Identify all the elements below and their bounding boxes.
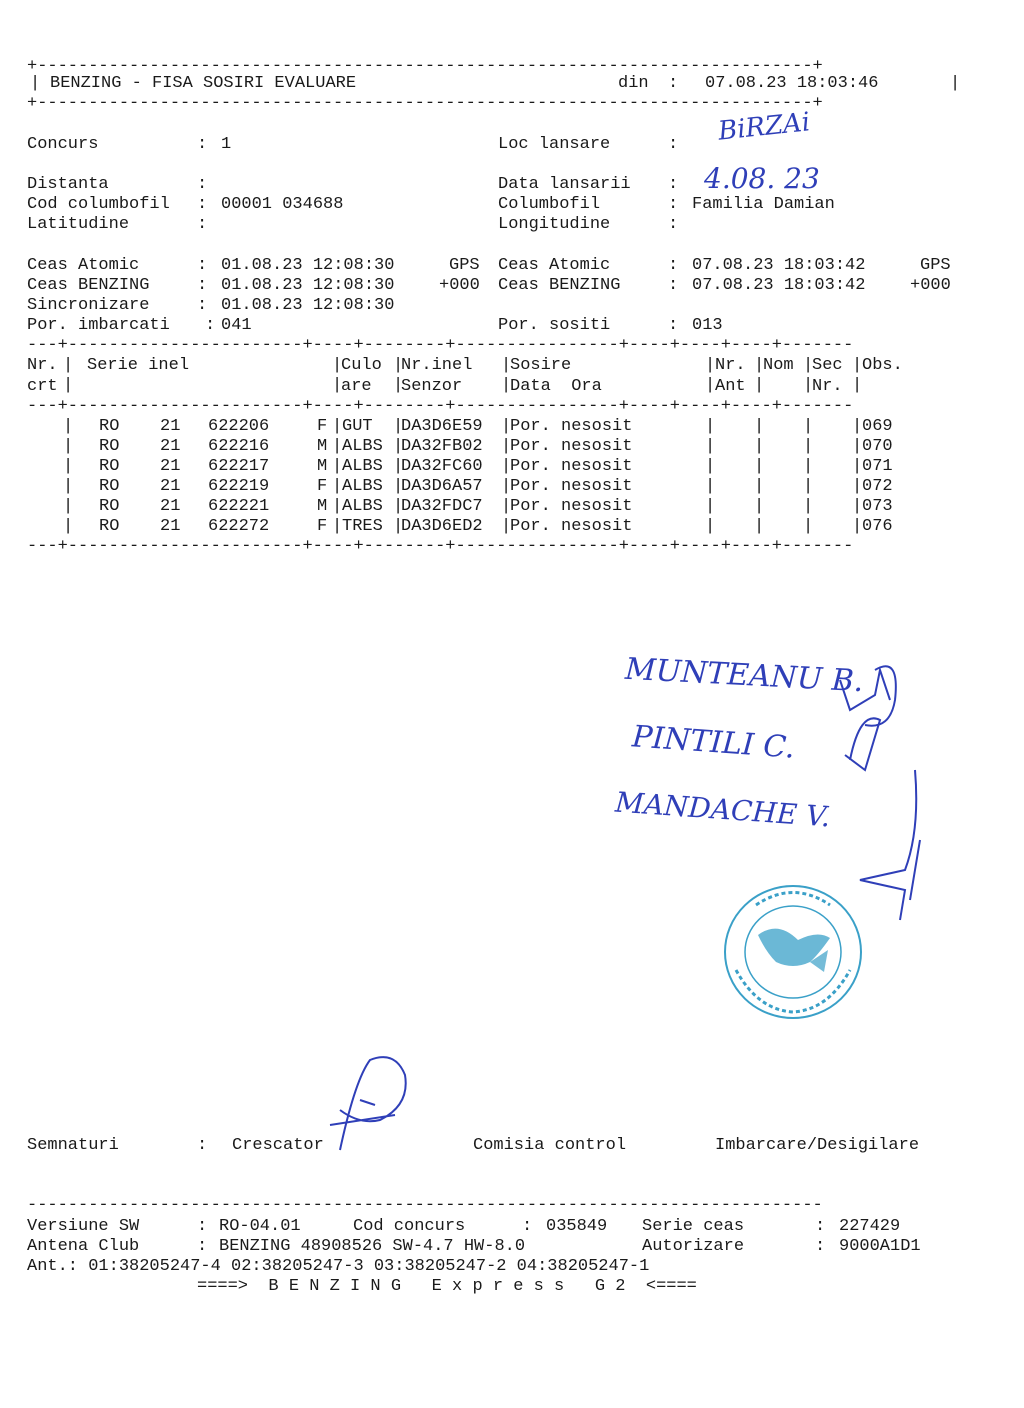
ceas-benzing-right-suffix: +000 — [910, 276, 951, 295]
header-right-bar: | — [950, 74, 961, 93]
antena-label: Antena Club — [27, 1237, 140, 1256]
cod-columbofil-value: 00001 034688 — [221, 195, 344, 214]
semnaturi-label: Semnaturi — [27, 1136, 119, 1155]
cell-sosire: Por. nesosit — [510, 457, 633, 476]
benzing-banner: ====> B E N Z I N G E x p r e s s G 2 <==== — [197, 1277, 697, 1296]
cell-ring-number: 622272 — [208, 517, 270, 536]
signature-scribble-1 — [820, 660, 930, 780]
handwritten-name-1: MUNTEANU B. — [624, 651, 865, 700]
cod-columbofil-colon: : — [197, 195, 208, 214]
data-lansarii-handwritten: 4.08. 23 — [704, 162, 820, 195]
cod-concurs-label: Cod concurs — [353, 1217, 466, 1236]
longitudine-colon: : — [668, 215, 679, 234]
th-nr-ant-1: Nr. — [715, 356, 746, 375]
data-lansarii-colon: : — [668, 175, 679, 194]
sositi-label: Por. sositi — [498, 316, 611, 335]
cell-year: 21 — [160, 477, 181, 496]
columbofil-colon: : — [668, 195, 679, 214]
latitudine-label: Latitudine — [27, 215, 130, 234]
sincronizare-colon: : — [197, 296, 208, 315]
cell-sosire: Por. nesosit — [510, 477, 633, 496]
imbarcati-label: Por. imbarcati — [27, 316, 170, 335]
versiune-value: RO-04.01 — [219, 1217, 301, 1236]
sincronizare-value: 01.08.23 12:08:30 — [221, 296, 395, 315]
handwritten-name-3: MANDACHE V. — [614, 785, 832, 834]
columbofil-value: Familia Damian — [692, 195, 835, 214]
header-bottom-border: +----------------------------------------------------------------------------+ — [27, 94, 823, 113]
ceas-benzing-right-colon: : — [668, 276, 679, 295]
versiune-colon: : — [197, 1217, 208, 1236]
table-header-divider: ---+-----------------------+----+--------+----------------+----+----+----+------- — [27, 397, 854, 416]
sincronizare-label: Sincronizare — [27, 296, 150, 315]
imbarcati-value: 041 — [221, 316, 252, 335]
loc-lansare-colon: : — [668, 135, 679, 154]
ceas-atomic-left-label: Ceas Atomic — [27, 256, 140, 275]
imbarcati-colon: : — [205, 316, 216, 335]
ceas-benzing-right-value: 07.08.23 18:03:42 — [692, 276, 866, 295]
semnaturi-colon: : — [197, 1136, 208, 1155]
cell-color: GUT — [342, 417, 373, 436]
loc-lansare-handwritten: BiRZAi — [716, 107, 812, 147]
cell-year: 21 — [160, 437, 181, 456]
cell-sensor: DA32FDC7 — [401, 497, 483, 516]
serie-ceas-value: 227429 — [839, 1217, 901, 1236]
cell-color: TRES — [342, 517, 383, 536]
cell-sensor: DA3D6E59 — [401, 417, 483, 436]
th-serie-inel: Serie inel — [87, 356, 190, 375]
cell-color: ALBS — [342, 457, 383, 476]
cell-sensor: DA32FB02 — [401, 437, 483, 456]
header-datetime: 07.08.23 18:03:46 — [705, 74, 879, 93]
cell-sex: M — [317, 497, 328, 516]
cod-columbofil-label: Cod columbofil — [27, 195, 170, 214]
columbofil-label: Columbofil — [498, 195, 601, 214]
cell-obs: 071 — [862, 457, 893, 476]
th-culoare-2: are — [341, 377, 372, 396]
cell-color: ALBS — [342, 477, 383, 496]
data-lansarii-label: Data lansarii — [498, 175, 631, 194]
ceas-atomic-left-value: 01.08.23 12:08:30 — [221, 256, 395, 275]
cell-color: ALBS — [342, 497, 383, 516]
ceas-benzing-left-suffix: +000 — [439, 276, 480, 295]
ceas-benzing-left-label: Ceas BENZING — [27, 276, 150, 295]
ant-line: Ant.: 01:38205247-4 02:38205247-3 03:38205247-2 04:38205247-1 — [27, 1257, 650, 1276]
header-din-label: din — [618, 74, 649, 93]
cell-country: RO — [99, 517, 120, 536]
cell-sex: F — [317, 417, 328, 436]
cell-year: 21 — [160, 497, 181, 516]
serie-ceas-label: Serie ceas — [642, 1217, 745, 1236]
cell-sosire: Por. nesosit — [510, 497, 633, 516]
cell-sensor: DA3D6ED2 — [401, 517, 483, 536]
cod-concurs-value: 035849 — [546, 1217, 608, 1236]
cell-sosire: Por. nesosit — [510, 437, 633, 456]
ceas-atomic-right-colon: : — [668, 256, 679, 275]
cell-ring-number: 622217 — [208, 457, 270, 476]
autorizare-colon: : — [815, 1237, 826, 1256]
cell-ring-number: 622221 — [208, 497, 270, 516]
th-sosire-2: Data Ora — [510, 377, 602, 396]
cell-sex: F — [317, 517, 328, 536]
cell-country: RO — [99, 477, 120, 496]
ceas-atomic-right-label: Ceas Atomic — [498, 256, 611, 275]
cell-year: 21 — [160, 517, 181, 536]
serie-ceas-colon: : — [815, 1217, 826, 1236]
cell-country: RO — [99, 497, 120, 516]
header-top-border: +----------------------------------------------------------------------------+ — [27, 57, 823, 76]
distanta-colon: : — [197, 175, 208, 194]
th-nr-crt-1: Nr. — [27, 356, 58, 375]
ceas-benzing-left-value: 01.08.23 12:08:30 — [221, 276, 395, 295]
versiune-label: Versiune SW — [27, 1217, 140, 1236]
th-nr-crt-2: crt — [27, 377, 58, 396]
footer-divider: ------------------------------------------------------------------------------ — [27, 1196, 823, 1215]
table-bottom-border: ---+-----------------------+----+--------+----------------+----+----+----+------- — [27, 537, 854, 556]
cell-sex: F — [317, 477, 328, 496]
cell-sensor: DA3D6A57 — [401, 477, 483, 496]
antena-value: BENZING 48908526 SW-4.7 HW-8.0 — [219, 1237, 526, 1256]
club-stamp — [718, 880, 868, 1025]
th-sec-nr-1: Sec — [812, 356, 843, 375]
cod-concurs-colon: : — [522, 1217, 533, 1236]
cell-obs: 076 — [862, 517, 893, 536]
header-title: BENZING - FISA SOSIRI EVALUARE — [50, 74, 357, 93]
sositi-value: 013 — [692, 316, 723, 335]
th-sosire-1: Sosire — [510, 356, 572, 375]
th-nom: Nom — [763, 356, 794, 375]
ceas-benzing-left-colon: : — [197, 276, 208, 295]
cell-color: ALBS — [342, 437, 383, 456]
cell-year: 21 — [160, 417, 181, 436]
cell-sensor: DA32FC60 — [401, 457, 483, 476]
autorizare-value: 9000A1D1 — [839, 1237, 921, 1256]
ceas-atomic-left-colon: : — [197, 256, 208, 275]
th-nr-ant-2: Ant — [715, 377, 746, 396]
cell-ring-number: 622219 — [208, 477, 270, 496]
crescator-label: Crescator — [232, 1136, 324, 1155]
loc-lansare-label: Loc lansare — [498, 135, 611, 154]
th-nr-inel-2: Senzor — [401, 377, 463, 396]
th-obs: Obs. — [862, 356, 903, 375]
comisia-label: Comisia control — [473, 1136, 627, 1155]
concurs-label: Concurs — [27, 135, 99, 154]
cell-ring-number: 622216 — [208, 437, 270, 456]
ceas-atomic-right-value: 07.08.23 18:03:42 — [692, 256, 866, 275]
concurs-colon: : — [197, 135, 208, 154]
handwritten-name-2: PINTILI C. — [630, 719, 796, 766]
cell-ring-number: 622206 — [208, 417, 270, 436]
cell-sosire: Por. nesosit — [510, 417, 633, 436]
ceas-atomic-left-suffix: GPS — [449, 256, 480, 275]
ceas-benzing-right-label: Ceas BENZING — [498, 276, 621, 295]
cell-obs: 069 — [862, 417, 893, 436]
cell-obs: 073 — [862, 497, 893, 516]
cell-obs: 070 — [862, 437, 893, 456]
autorizare-label: Autorizare — [642, 1237, 745, 1256]
cell-year: 21 — [160, 457, 181, 476]
imbarcare-label: Imbarcare/Desigilare — [715, 1136, 920, 1155]
table-top-border: ---+-----------------------+----+--------+----------------+----+----+----+------- — [27, 336, 854, 355]
cell-obs: 072 — [862, 477, 893, 496]
sositi-colon: : — [668, 316, 679, 335]
th-nr-inel-1: Nr.inel — [401, 356, 473, 375]
header-din-colon: : — [668, 74, 679, 93]
concurs-value: 1 — [221, 135, 232, 154]
header-left-bar: | — [30, 74, 41, 93]
cell-sosire: Por. nesosit — [510, 517, 633, 536]
antena-colon: : — [197, 1237, 208, 1256]
th-culoare-1: Culo — [341, 356, 382, 375]
cell-country: RO — [99, 457, 120, 476]
distanta-label: Distanta — [27, 175, 109, 194]
latitudine-colon: : — [197, 215, 208, 234]
longitudine-label: Longitudine — [498, 215, 611, 234]
cell-country: RO — [99, 417, 120, 436]
cell-sex: M — [317, 457, 328, 476]
cell-country: RO — [99, 437, 120, 456]
cell-sex: M — [317, 437, 328, 456]
th-sec-nr-2: Nr. — [812, 377, 843, 396]
signature-scribble-2 — [860, 770, 940, 920]
ceas-atomic-right-suffix: GPS — [920, 256, 951, 275]
